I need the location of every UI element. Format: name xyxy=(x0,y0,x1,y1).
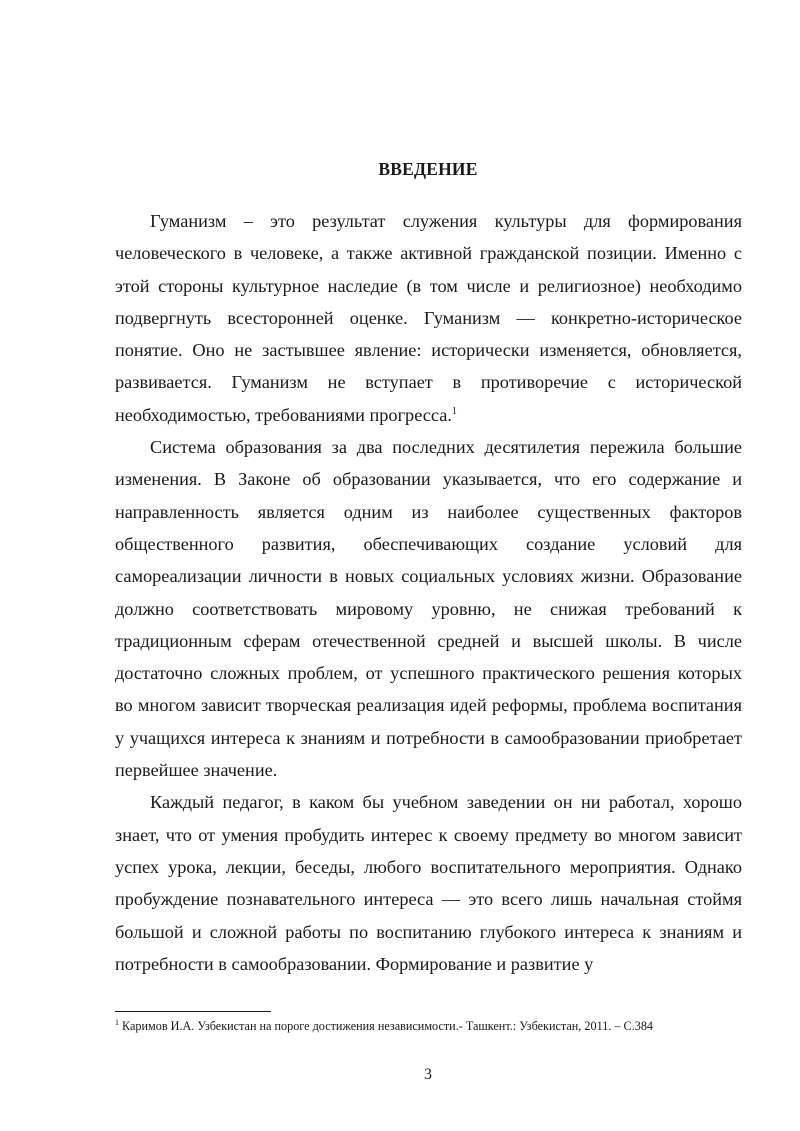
page-title: ВВЕДЕНИЕ xyxy=(378,159,478,179)
paragraph-1-text: Гуманизм – это результат служения культуры для формирования человеческого в человеке, а также активной гражданской позиции. Именно с этой стороны культурное наследие (в том числе и религиозное) необходимо подвергнуть всесторонней оценке. Гуманизм — конкретно-историческое понятие. Оно не застывшее явление: исторически изменяется, обновляется, развивается. Гуманизм не вступает в противоречие с исторической необходимостью, требованиями прогресса. xyxy=(115,211,742,425)
page-number: 3 xyxy=(424,1066,432,1083)
paragraph-3: Каждый педагог, в каком бы учебном заведении он ни работал, хорошо знает, что от умения пробудить интерес к своему предмету во многом зависит успех урока, лекции, беседы, любого воспитательного мероприятия. Однако пробуждение познавательного интереса — это всего лишь начальная стоймя большой и сложной работы по воспитанию глубокого интереса к знаниям и потребности в самообразовании. Формирование и развитие у xyxy=(115,792,742,974)
footnote-text: Каримов И.А. Узбекистан на пороге достижения независимости.- Ташкент.: Узбекистан, 2011. – С.384 xyxy=(122,1019,654,1033)
footnote-marker: 1 xyxy=(115,1017,119,1027)
paragraph-2: Система образования за два последних десятилетия пережила большие изменения. В Законе об образовании указывается, что его содержание и направленность является одним из наиболее существенных факторов общественного развития, обеспечивающих создание условий для самореализации личности в новых социальных условиях жизни. Образование должно соответствовать мировому уровню, не снижая требований к традиционным сферам отечественной средней и высшей школы. В числе достаточно сложных проблем, от успешного практического решения которых во многом зависит творческая реализация идей реформы, проблема воспитания у учащихся интереса к знаниям и потребности в самообразовании приобретает первейшее значение. xyxy=(115,437,742,781)
body-text xyxy=(115,205,742,980)
footnote xyxy=(115,1018,755,1034)
paragraph-1 xyxy=(115,205,742,431)
footnote-reference: 1 xyxy=(451,405,457,417)
footnote-divider xyxy=(115,1011,271,1012)
